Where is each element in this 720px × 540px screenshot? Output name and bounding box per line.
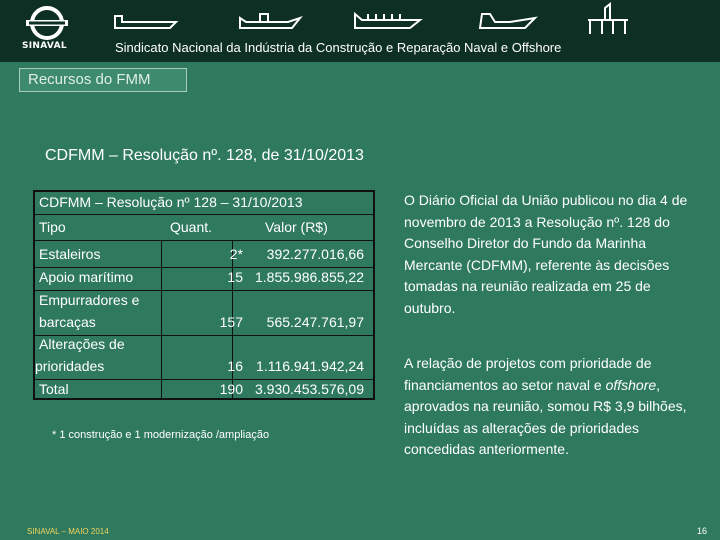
table-cell-quant: 157 [219, 313, 243, 330]
table-row-divider [35, 290, 373, 291]
paragraph-projects-part2: , aprovados na reunião, somou R$ 3,9 bilhões, incluídas as alterações de prioridades concedidas anteriormente. [404, 376, 687, 457]
table-divider [35, 240, 373, 241]
table-header-quant: Quant. [170, 219, 213, 235]
footer-label: SINAVAL – MAIO 2014 [27, 527, 109, 536]
section-title: Recursos do FMM [28, 71, 151, 88]
table-cell-tipo: Apoio marítimo [39, 269, 134, 285]
paragraph-projects-italic: offshore [605, 376, 657, 393]
table-column-divider [161, 240, 162, 398]
table-cell-quant: 16 [227, 357, 243, 374]
table-cell-valor: 565.247.761,97 [266, 313, 364, 330]
table-cell-quant: 190 [219, 381, 243, 397]
table-cell-quant: 2* [229, 246, 243, 262]
table-cell-valor: 1.116.941.942,24 [256, 357, 364, 374]
table-cell-quant: 15 [227, 269, 243, 285]
organization-name: Sindicato Nacional da Indústria da Construção e Reparação Naval e Offshore [115, 40, 562, 55]
table-row-divider [35, 267, 373, 268]
paragraph-publication: O Diário Oficial da União publicou no dia 4 de novembro de 2013 a Resolução nº. 128 do Conselho Diretor do Fundo da Marinha Mercante (CDFMM), referente às decisões tomadas na reunião realizada em 25 de outubro. [404, 192, 688, 316]
page-title: CDFMM – Resolução nº. 128, de 31/10/2013 [45, 147, 364, 164]
logo-text: SINAVAL [22, 41, 67, 51]
table-header-tipo: Tipo [39, 219, 66, 235]
paragraph-projects [404, 353, 694, 461]
table-cell-tipo: barcaças [39, 313, 96, 330]
table-cell-tipo: Total [39, 381, 69, 397]
table-cell-tipo: Estaleiros [39, 246, 101, 262]
table-cell-valor: 3.930.453.576,09 [255, 381, 364, 397]
table-cell-tipo: Empurradores e [39, 292, 140, 308]
table-row-divider [35, 379, 373, 380]
paragraph-projects-part1: A relação de projetos com prioridade de financiamentos ao setor naval e [404, 355, 652, 393]
header-bar [0, 0, 720, 62]
table-title: CDFMM – Resolução nº 128 – 31/10/2013 [39, 194, 303, 210]
table-header-valor: Valor (R$) [265, 219, 328, 235]
table-cell-tipo: prioridades [35, 357, 105, 374]
ship-silhouettes-icon [110, 2, 640, 38]
table-cell-tipo: Alterações de [39, 336, 125, 352]
table-divider [35, 214, 373, 215]
table-cell-valor: 1.855.986.855,22 [255, 269, 364, 285]
table-footnote: * 1 construção e 1 modernização /ampliação [52, 429, 270, 441]
table-cell-valor: 392.277.016,66 [266, 246, 364, 262]
page-number: 16 [697, 526, 708, 536]
